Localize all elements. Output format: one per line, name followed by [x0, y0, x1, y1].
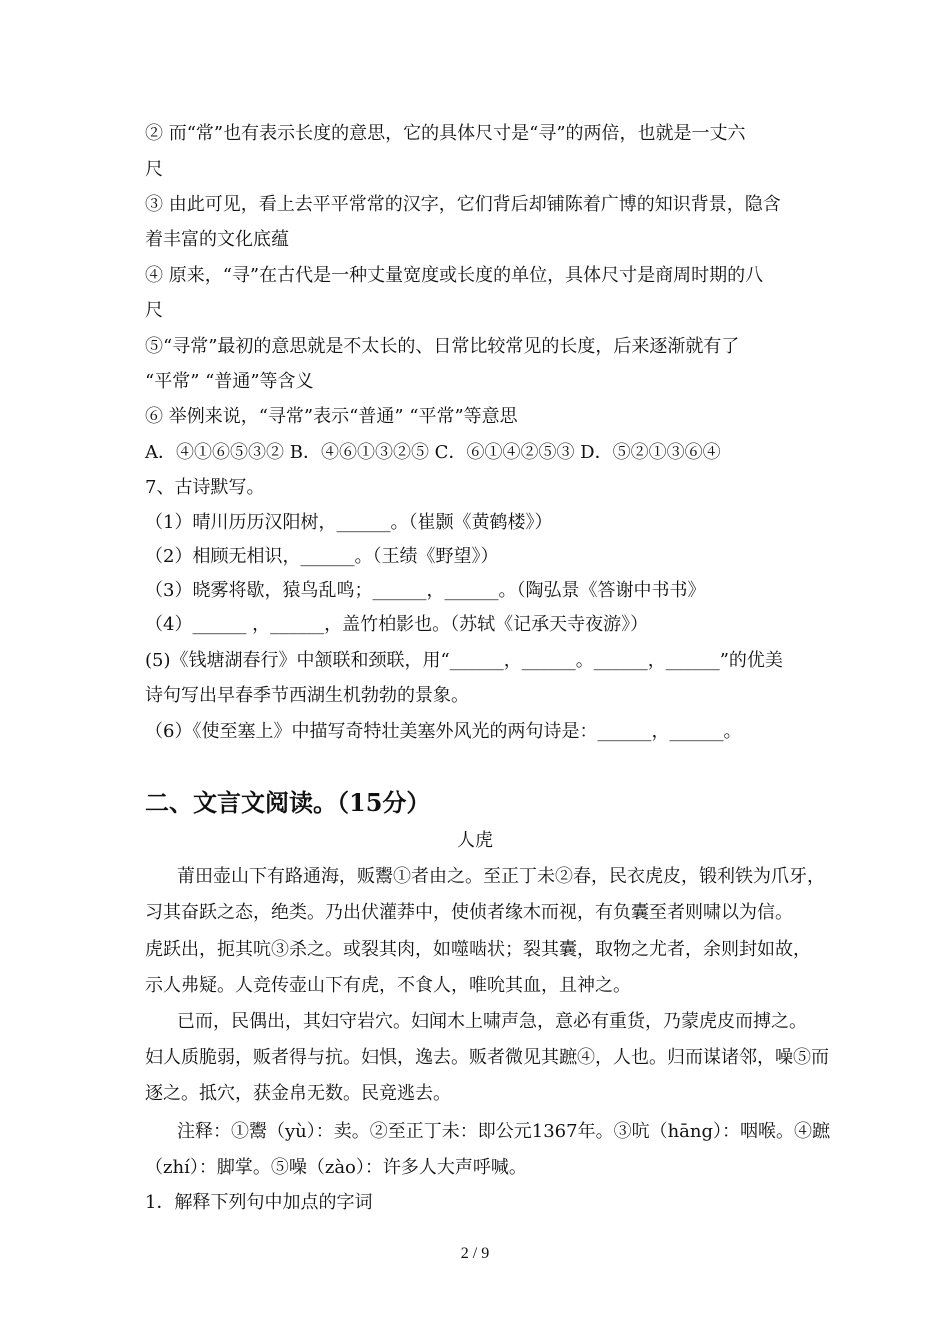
poetry-item: (5)《钱塘湖春行》中颔联和颈联，用“______，______。______，______”的优美 — [145, 650, 783, 671]
sentence-line: ③ 由此可见，看上去平平常常的汉字，它们背后却铺陈着广博的知识背景，隐含 — [145, 194, 781, 215]
sentence-line: 着丰富的文化底蕴 — [145, 229, 289, 250]
page-number: 2 / 9 — [460, 1245, 490, 1262]
passage-line: 逐之。抵穴，获金帛无数。民竟逃去。 — [145, 1083, 451, 1104]
passage-line: 示人弗疑。人竞传壶山下有虎，不食人，唯吮其血，且神之。 — [145, 975, 631, 996]
notes-line: （zhí）：脚掌。⑤噪（zào）：许多人大声呼喊。 — [145, 1157, 527, 1178]
passage-line: 已而，民偶出，其妇守岩穴。妇闻木上啸声急，意必有重货，乃蒙虎皮而搏之。 — [177, 1011, 807, 1032]
sentence-line: 尺 — [145, 159, 163, 180]
passage-line: 习其奋跃之态，绝类。乃出伏灌莽中，使侦者缘木而视，有负囊至者则啸以为信。 — [145, 902, 793, 923]
question-heading: 7、古诗默写。 — [145, 477, 265, 498]
passage-line: 虎跃出，扼其吭③杀之。或裂其肉，如噬啮状；裂其囊，取物之尤者，余则封如故， — [145, 939, 811, 960]
sentence-line: 尺 — [145, 300, 163, 321]
answer-options: A．④①⑥⑤③② B．④⑥①③②⑤ C．⑥①④②⑤③ D．⑤②①③⑥④ — [145, 442, 721, 463]
sentence-line: ④ 原来，“寻”在古代是一种丈量宽度或长度的单位，具体尺寸是商周时期的八 — [145, 265, 764, 286]
poetry-item: 诗句写出早春季节西湖生机勃勃的景象。 — [145, 685, 469, 706]
poetry-item: （4）______ ，______，盖竹柏影也。（苏轼《记承天寺夜游》） — [145, 614, 649, 635]
passage-line: 莆田壶山下有路通海，贩鬻①者由之。至正丁未②春，民衣虎皮，锻利铁为爪牙， — [177, 866, 825, 887]
poetry-item: （6）《使至塞上》中描写奇特壮美塞外风光的两句诗是：______，______。 — [145, 721, 742, 742]
poetry-item: （3）晓雾将歇，猿鸟乱鸣；______，______。（陶弘景《答谢中书书》 — [145, 580, 706, 601]
sentence-line: “平常” “普通”等含义 — [145, 371, 314, 392]
section-heading: 二、文言文阅读。（15分） — [145, 788, 431, 817]
sentence-line: ⑤“寻常”最初的意思就是不太长的、日常比较常见的长度，后来逐渐就有了 — [145, 336, 740, 357]
poetry-item: （1）晴川历历汉阳树，______。（崔颢《黄鹤楼》） — [145, 512, 553, 533]
sentence-line: ⑥ 举例来说，“寻常”表示“普通” “平常”等意思 — [145, 406, 518, 427]
sentence-line: ② 而“常”也有表示长度的意思，它的具体尺寸是“寻”的两倍，也就是一丈六 — [145, 123, 746, 144]
question-heading: 1．解释下列句中加点的字词 — [145, 1192, 373, 1213]
passage-line: 妇人质脆弱，贩者得与抗。妇惧，逸去。贩者微见其蹠④，人也。归而谋诸邻，噪⑤而 — [145, 1047, 829, 1068]
poetry-item: （2）相顾无相识，______。（王绩《野望》） — [145, 546, 499, 567]
notes-line: 注释：①鬻（yù）：卖。②至正丁未：即公元1367年。③吭（hāng）：咽喉。④蹠 — [177, 1121, 831, 1142]
passage-title: 人虎 — [457, 830, 493, 851]
